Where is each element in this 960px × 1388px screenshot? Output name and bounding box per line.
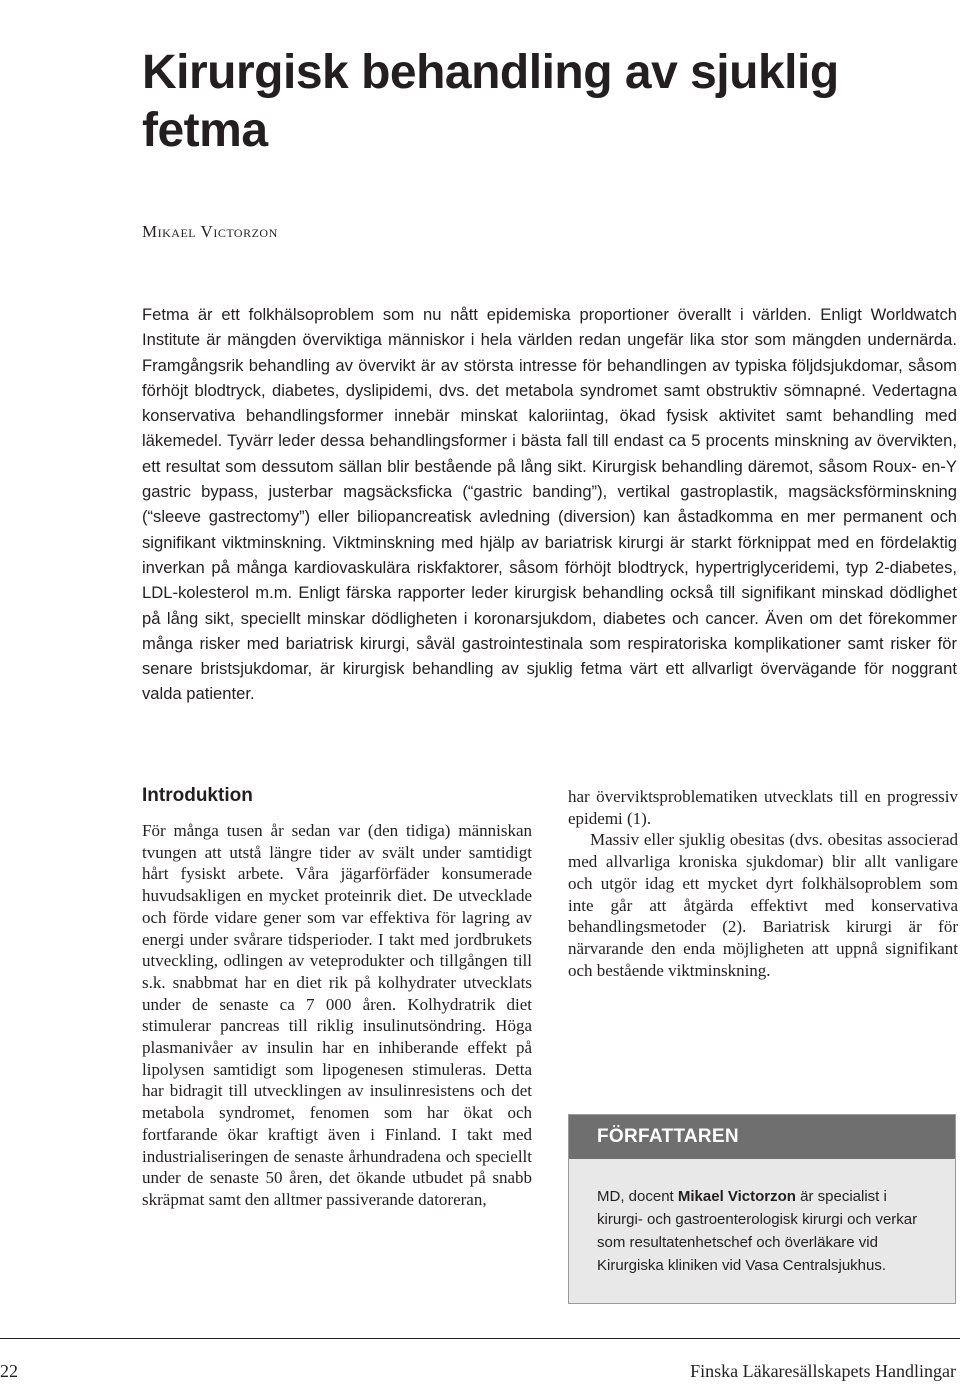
author-box-name: Mikael Victorzon: [677, 1188, 796, 1205]
article-title: Kirurgisk behandling av sjuklig fetma: [142, 46, 839, 157]
author-box-text-before: MD, docent: [597, 1188, 678, 1205]
page-number: 22: [0, 1361, 18, 1381]
footer-divider: [0, 1338, 960, 1339]
article-author: Mikael Victorzon: [142, 222, 278, 241]
left-column: [142, 784, 532, 1211]
abstract-paragraph: Fetma är ett folkhälsoproblem som nu nått epidemiska proportioner överallt i världen. Enligt Worldwatch Institute är mängden överviktiga människor i hela världen redan ungefär lika stor som mängden undernärda. Framgångsrik behandling av övervikt är av största intresse för behandlingen av typiska följdsjukdomar, såsom förhöjt blodtryck, diabetes, dyslipidemi, dvs. det metabola syndromet samt obstruktiv sömnapné. Vedertagna konservativa behandlingsformer innebär minskat kaloriintag, ökad fysisk aktivitet samt behandling med läkemedel. Tyvärr leder dessa behandlingsformer i bästa fall till endast ca 5 procents minskning av övervikten, ett resultat som dessutom sällan blir bestående på lång sikt. Kirurgisk behandling däremot, såsom Roux- en-Y gastric bypass, justerbar magsäcksficka (“gastric banding”), vertikal gastroplastik, magsäcksförminskning (“sleeve gastrectomy”) eller biliopancreatisk avledning (diversion) kan åstadkomma en mer permanent och signifikant viktminskning. Viktminskning med hjälp av bariatrisk kirurgi är starkt förknippat med en fördelaktig inverkan på många kardiovaskulära riskfaktorer, såsom förhöjt blodtryck, hypertriglyceridemi, typ 2-diabetes, LDL-kolesterol m.m. Enligt färska rapporter leder kirurgisk behandling också till signifikant minskad dödlighet på lång sikt, speciellt minskar dödligheten i koronarsjukdom, diabetes och cancer. Även om det förekommer många risker med bariatrisk kirurgi, såväl gastrointestinala som respiratoriska komplikationer samt risker för senare bristsjukdomar, är kirurgisk behandling av sjuklig fetma värt ett allvarligt övervägande för noggrant valda patienter.: [142, 305, 957, 704]
introduction-paragraph-left: För många tusen år sedan var (den tidiga) människan tvungen att utstå längre tider av svält under samtidigt hårt fysiskt arbete. Våra jägarförfäder konsumerade huvudsakligen en mycket proteinrik diet. De utvecklade och förde vidare gener som var effektiva för lagring av energi under svårare tidsperioder. I takt med jordbrukets utveckling, odlingen av veteprodukter och tillgången till s.k. snabbmat har en diet rik på kolhydrater utvecklats under de senaste ca 7 000 åren. Kolhydratrik diet stimulerar pancreas till riklig insulinutsöndring. Höga plasmanivåer av insulin har en inhiberande effekt på lipolysen samtidigt som lipogenesen stimuleras. Detta har bidragit till utvecklingen av insulinresistens och det metabola syndromet, fenomen som har ökat och fortfarande ökar kraftigt även i Finland. I takt med industrialiseringen de senaste århundradena och speciellt under de senaste 50 åren, det ökande utbudet på snabb skräpmat samt den alltmer passiverande datoreran,: [142, 821, 532, 1209]
introduction-paragraph-obesity: Massiv eller sjuklig obesitas (dvs. obesitas associerad med allvarliga kroniska sjukdomar) blir allt vanligare och utgör idag ett mycket dyrt folkhälsoproblem som inte går att åtgärda effektivt med konservativa behandlingsmetoder (2). Bariatrisk kirurgi är för närvarande den enda möjligheten att uppnå signifikant och bestående viktminskning.: [568, 830, 958, 980]
introduction-paragraph-continued: har överviktsproblematiken utvecklats till en progressiv epidemi (1).: [568, 787, 958, 828]
author-box-heading: FÖRFATTAREN: [569, 1115, 955, 1159]
author-box-text: [569, 1159, 955, 1277]
right-column: [568, 786, 958, 981]
section-heading-introduction: Introduktion: [142, 785, 253, 806]
author-box-text-after: är specialist i kirurgi- och gastroenterologisk kirurgi och verkar som resultatenhetschef och överläkare vid Kirurgiska kliniken vid Vasa Centralsjukhus.: [597, 1188, 918, 1274]
journal-name: Finska Läkaresällskapets Handlingar: [690, 1361, 956, 1381]
author-info-box: [568, 1114, 956, 1304]
